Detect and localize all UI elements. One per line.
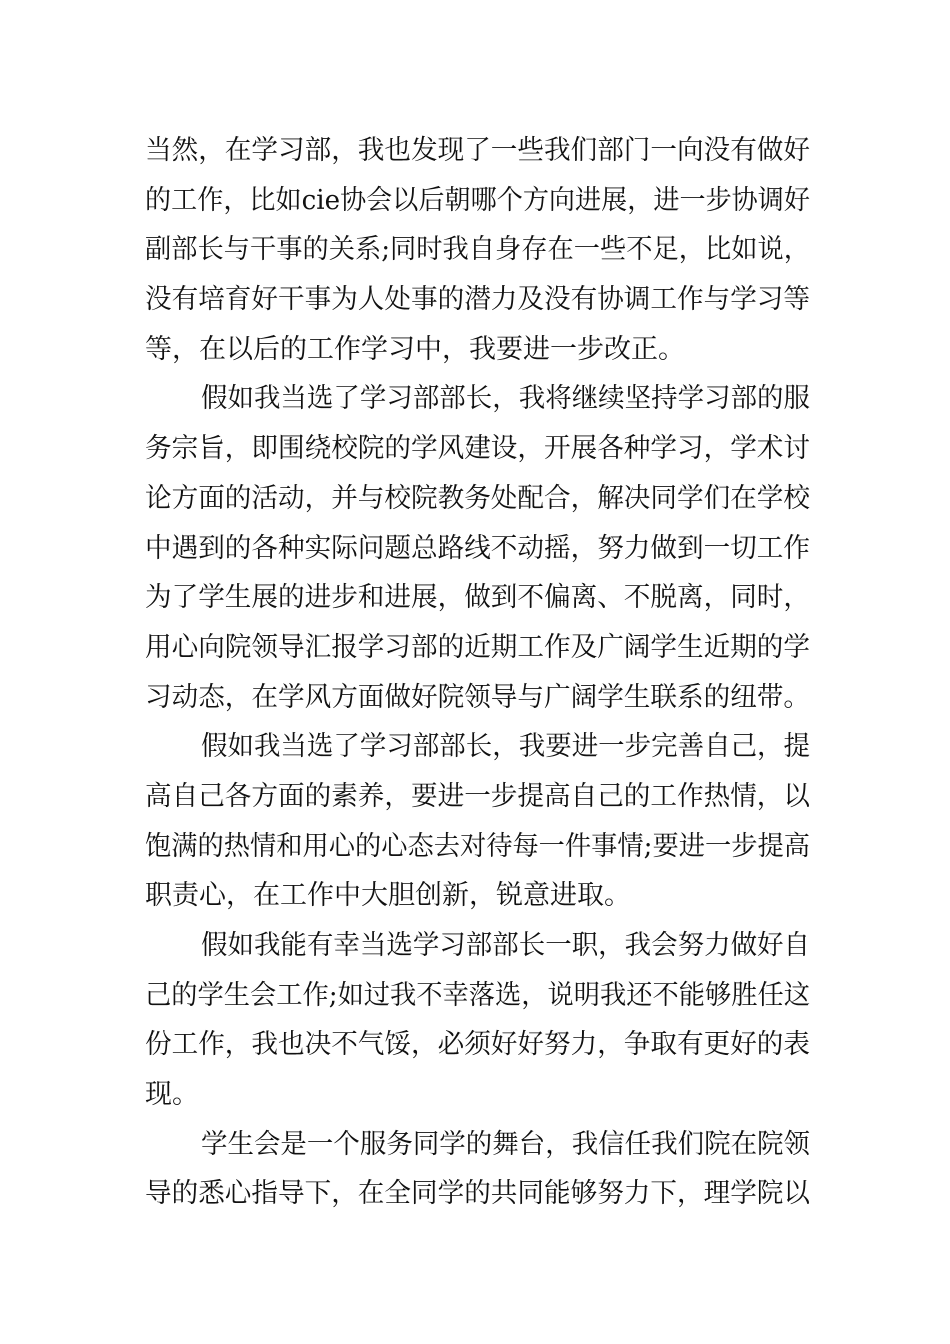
text-line: 为了学生展的进步和进展，做到不偏离、不脱离，同时， xyxy=(145,582,810,614)
text-line: 高自己各方面的素养，要进一步提高自己的工作热情，以 xyxy=(145,780,810,812)
text-line: 学生会是一个服务同学的舞台，我信任我们院在院领 xyxy=(201,1128,810,1160)
text-line: 没有培育好干事为人处事的潜力及没有协调工作与学习等 xyxy=(145,284,810,316)
text-line: 假如我当选了学习部部长，我将继续坚持学习部的服 xyxy=(201,383,810,415)
text-line: 习动态，在学风方面做好院领导与广阔学生联系的纽带。 xyxy=(145,681,810,713)
text-line: 中遇到的各种实际问题总路线不动摇，努力做到一切工作 xyxy=(145,532,810,564)
text-line: 副部长与干事的关系;同时我自身存在一些不足，比如说， xyxy=(145,234,810,266)
text-line: 假如我能有幸当选学习部部长一职，我会努力做好自 xyxy=(201,930,810,961)
text-line: 假如我当选了学习部部长，我要进一步完善自己，提 xyxy=(201,731,810,763)
text-line: 用心向院领导汇报学习部的近期工作及广阔学生近期的学 xyxy=(145,631,810,663)
text-line: 当然，在学习部，我也发现了一些我们部门一向没有做好 xyxy=(145,135,810,166)
text-line: 等，在以后的工作学习中，我要进一步改正。 xyxy=(145,333,685,365)
text-line: 己的学生会工作;如过我不幸落选，说明我还不能够胜任这 xyxy=(145,979,810,1011)
text-line: 的工作，比如cie协会以后朝哪个方向进展，进一步协调好 xyxy=(145,184,810,216)
text-line: 论方面的活动，并与校院教务处配合，解决同学们在学校 xyxy=(145,482,810,514)
document-body xyxy=(145,126,810,1219)
text-line: 导的悉心指导下，在全同学的共同能够努力下，理学院以 xyxy=(145,1178,810,1210)
text-line: 现。 xyxy=(145,1079,199,1111)
text-line: 饱满的热情和用心的心态去对待每一件事情;要进一步提高 xyxy=(145,830,810,862)
text-line: 职责心，在工作中大胆创新，锐意进取。 xyxy=(145,880,631,912)
text-line: 务宗旨，即围绕校院的学风建设，开展各种学习，学术讨 xyxy=(145,433,810,465)
text-line: 份工作，我也决不气馁，必须好好努力，争取有更好的表 xyxy=(145,1029,810,1061)
